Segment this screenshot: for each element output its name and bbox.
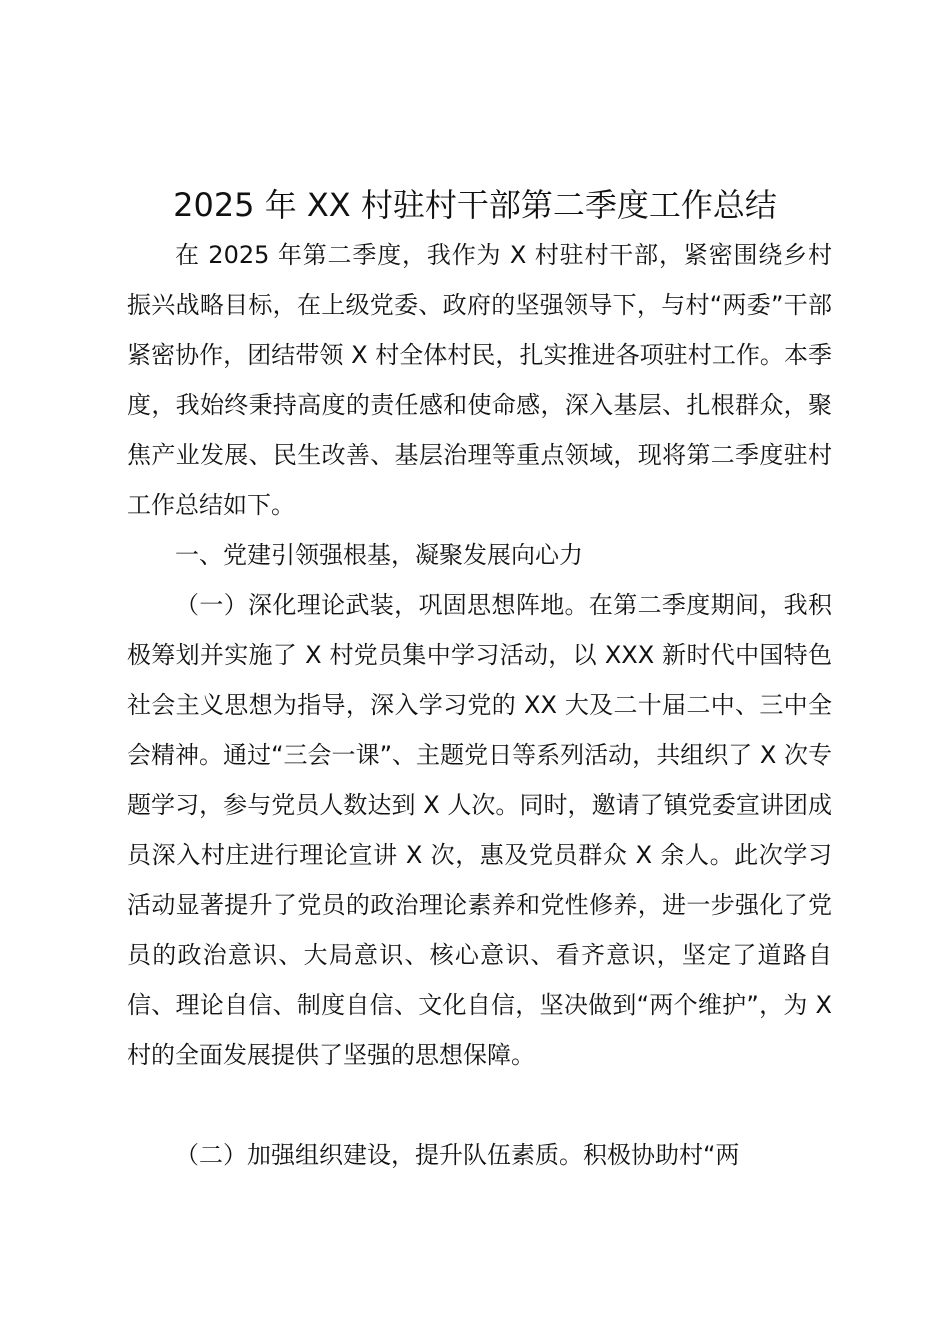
section-heading: 一、党建引领强根基，凝聚发展向心力: [175, 541, 583, 569]
intro-paragraph: 在 2025 年第二季度，我作为 X 村驻村干部，紧密围绕乡村振兴战略目标，在上级党委、政府的坚强领导下，与村“两委”干部紧密协作，团结带领 X 村全体村民，扎实推进各项驻村工作。本季度，我始终秉持高度的责任感和使命感，深入基层、扎根群众，聚焦产业发展、民生改善、基层治理等重点领域，现将第二季度驻村工作总结如下。: [127, 241, 832, 519]
document-title: 2025 年 XX 村驻村干部第二季度工作总结: [173, 186, 777, 224]
section-item-2: （二）加强组织建设，提升队伍素质。积极协助村“两: [175, 1141, 740, 1169]
section-item-1: （一）深化理论武装，巩固思想阵地。在第二季度期间，我积极筹划并实施了 X 村党员集中学习活动，以 XXX 新时代中国特色社会主义思想为指导，深入学习党的 XX 大及二十届二中、三中全会精神。通过“三会一课”、主题党日等系列活动，共组织了 X 次专题学习，参与党员人数达到 X 人次。同时，邀请了镇党委宣讲团成员深入村庄进行理论宣讲 X 次，惠及党员群众 X 余人。此次学习活动显著提升了党员的政治理论素养和党性修养，进一步强化了党员的政治意识、大局意识、核心意识、看齐意识，坚定了道路自信、理论自信、制度自信、文化自信，坚决做到“两个维护”，为 X 村的全面发展提供了坚强的思想保障。: [127, 591, 832, 1069]
